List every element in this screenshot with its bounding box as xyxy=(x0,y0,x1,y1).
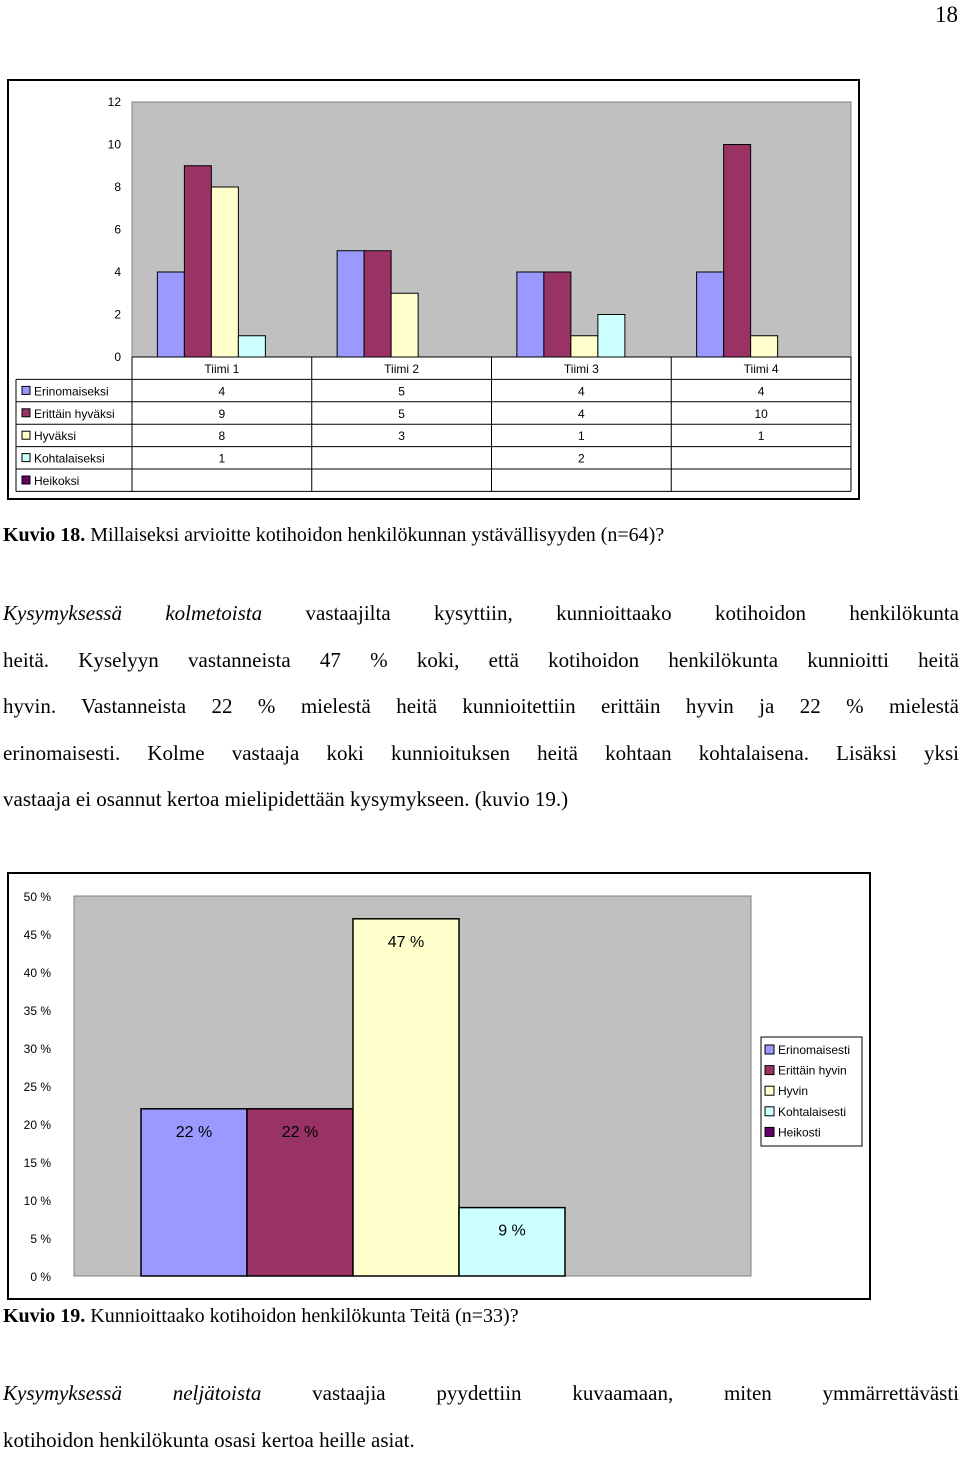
y-tick-label: 50 % xyxy=(23,890,51,904)
bar xyxy=(598,315,625,358)
table-value: 4 xyxy=(757,384,765,399)
y-tick-label: 25 % xyxy=(23,1080,51,1094)
paragraph-line xyxy=(3,683,959,730)
bar xyxy=(751,336,778,357)
chart-1-svg xyxy=(9,81,858,498)
legend-label: Erittäin hyvin xyxy=(778,1063,847,1078)
y-tick-label: 0 xyxy=(114,350,121,364)
legend-label: Erittäin hyväksi xyxy=(34,406,115,421)
data-label: 47 % xyxy=(387,933,425,951)
category-label: Tiimi 2 xyxy=(384,362,420,376)
table-value: 5 xyxy=(398,384,405,399)
legend-swatch xyxy=(765,1066,774,1075)
legend-label: Hyvin xyxy=(778,1084,809,1099)
table-value: 10 xyxy=(754,406,768,421)
figure-caption-18 xyxy=(3,524,664,547)
bar xyxy=(353,919,459,1276)
legend-label: Kohtalaiseksi xyxy=(34,451,105,466)
line-text: vastaaja ei osannut kertoa mielipidettään kysymykseen. (kuvio 19.) xyxy=(3,787,569,812)
chart-2-svg xyxy=(9,874,869,1298)
line-text: erinomaisesti. Kolme vastaaja koki kunnioituksen heitä kohtaan kohtalaisena. Lisäksi yksi xyxy=(3,740,959,765)
bar xyxy=(697,272,724,357)
bar xyxy=(459,1208,565,1276)
table-value: 5 xyxy=(398,406,405,421)
y-tick-label: 5 % xyxy=(30,1232,51,1246)
data-label: 22 % xyxy=(281,1123,319,1141)
chart-team-friendliness xyxy=(7,79,860,500)
bar xyxy=(517,272,544,357)
legend-swatch xyxy=(22,431,30,439)
legend-label: Erinomaiseksi xyxy=(34,384,109,399)
page-number: 18 xyxy=(935,2,958,27)
legend-label: Kohtalaisesti xyxy=(778,1104,847,1119)
paragraph-line xyxy=(3,1370,959,1417)
y-tick-label: 8 xyxy=(114,180,121,194)
table-value: 2 xyxy=(578,451,585,466)
legend-label: Erinomaisesti xyxy=(778,1043,851,1057)
y-tick-label: 0 % xyxy=(30,1270,51,1284)
bar xyxy=(337,251,364,357)
y-tick-label: 45 % xyxy=(23,928,51,942)
italic-text: Kysymyksessä kolmetoista xyxy=(3,601,263,625)
legend-swatch xyxy=(765,1086,774,1095)
legend-swatch xyxy=(765,1045,774,1054)
chart-respect xyxy=(7,872,871,1300)
paragraph-14 xyxy=(3,1370,959,1463)
y-tick-label: 35 % xyxy=(23,1004,51,1018)
table-value: 1 xyxy=(757,429,765,444)
y-tick-label: 15 % xyxy=(23,1156,51,1170)
data-label: 9 % xyxy=(498,1222,526,1240)
line-text: hyvin. Vastanneista 22 % mielestä heitä kunnioitettiin erittäin hyvin ja 22 % mielestä xyxy=(3,694,959,719)
bar xyxy=(571,336,598,357)
data-label: 22 % xyxy=(175,1123,213,1141)
caption-label: Kuvio 19. xyxy=(3,1305,86,1327)
y-tick-label: 4 xyxy=(114,265,121,279)
y-tick-label: 6 xyxy=(114,222,121,237)
legend-label: Hyväksi xyxy=(34,429,77,444)
bar xyxy=(364,251,391,357)
paragraph-13 xyxy=(3,590,959,823)
bar xyxy=(184,166,211,357)
legend-swatch xyxy=(22,476,30,484)
category-label: Tiimi 4 xyxy=(743,362,779,376)
table-value: 4 xyxy=(218,384,226,399)
y-tick-label: 30 % xyxy=(23,1042,51,1056)
bar xyxy=(544,272,571,357)
table-value: 4 xyxy=(578,406,585,421)
paragraph-line xyxy=(3,730,959,777)
bar xyxy=(391,293,418,357)
y-tick-label: 2 xyxy=(114,307,121,322)
table-value: 1 xyxy=(578,429,585,444)
y-tick-label: 40 % xyxy=(23,966,51,980)
legend-label: Heikosti xyxy=(778,1125,821,1140)
bar xyxy=(238,336,265,357)
line-text: kotihoidon henkilökunta osasi kertoa heille asiat. xyxy=(3,1427,415,1452)
y-tick-label: 20 % xyxy=(23,1118,51,1132)
y-tick-label: 10 % xyxy=(23,1194,51,1208)
legend-swatch xyxy=(22,386,30,394)
caption-text: Millaiseksi arvioitte kotihoidon henkilökunnan ystävällisyyden (n=64)? xyxy=(90,524,665,546)
legend-label: Heikoksi xyxy=(34,474,80,488)
y-tick-label: 10 xyxy=(107,137,121,152)
table-value: 3 xyxy=(398,429,405,444)
bar xyxy=(157,272,184,357)
table-value: 1 xyxy=(218,451,226,466)
paragraph-line xyxy=(3,776,959,823)
line-text: vastaajilta kysyttiin, kunnioittaako kotihoidon henkilökunta xyxy=(262,601,959,625)
table-value: 8 xyxy=(218,429,226,444)
bar xyxy=(724,145,751,358)
paragraph-line xyxy=(3,590,959,637)
table-value: 9 xyxy=(218,406,226,421)
legend-swatch xyxy=(765,1107,774,1116)
paragraph-line xyxy=(3,637,959,684)
legend-swatch xyxy=(22,454,30,462)
italic-text: Kysymyksessä neljätoista xyxy=(3,1381,262,1405)
category-label: Tiimi 3 xyxy=(563,362,599,376)
figure-caption-19 xyxy=(3,1305,519,1328)
caption-text: Kunnioittaako kotihoidon henkilökunta Teitä (n=33)? xyxy=(90,1305,519,1327)
category-label: Tiimi 1 xyxy=(204,362,240,376)
legend-swatch xyxy=(765,1127,774,1136)
table-value: 4 xyxy=(578,384,585,399)
bar xyxy=(211,187,238,357)
legend-swatch xyxy=(22,409,30,417)
y-tick-label: 12 xyxy=(107,95,121,109)
caption-label: Kuvio 18. xyxy=(3,524,86,546)
line-text: heitä. Kyselyyn vastanneista 47 % koki, että kotihoidon henkilökunta kunnioitti heitä xyxy=(3,647,959,672)
line-text: vastaajia pyydettiin kuvaamaan, miten ymmärrettävästi xyxy=(261,1381,959,1405)
paragraph-line xyxy=(3,1417,959,1463)
